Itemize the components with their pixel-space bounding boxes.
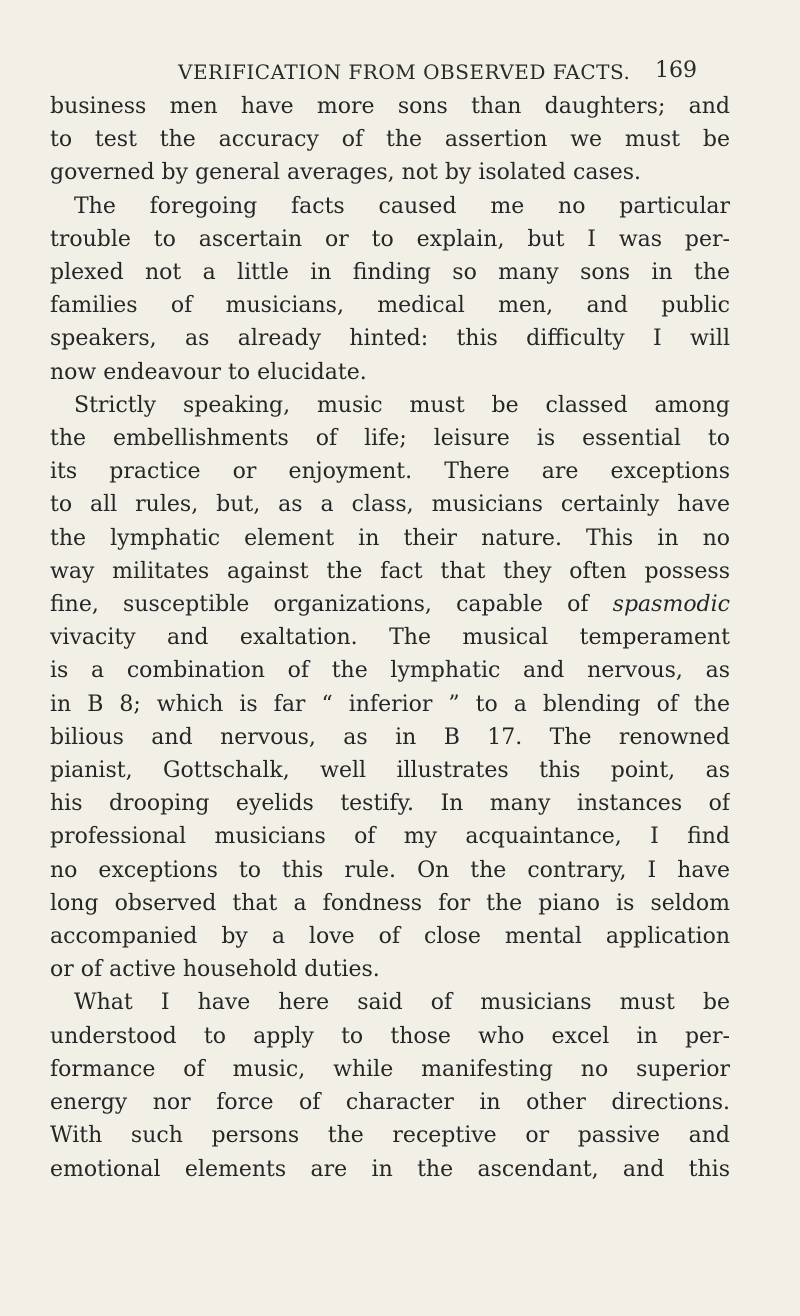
text-line: to all rules, but, as a class, musicians certainly have [50,492,730,518]
text-line: emotional elements are in the ascendant, and this [50,1156,730,1182]
paragraph-4 [50,986,730,1185]
text-line: its practice or enjoyment. There are exceptions [50,459,730,485]
text-line: formance of music, while manifesting no superior [50,1056,730,1082]
text-line: accompanied by a love of close mental application [50,924,730,950]
running-head: VERIFICATION FROM OBSERVED FACTS. [178,60,631,84]
text-line: governed by general averages, not by isolated cases. [50,160,642,186]
text-line: way militates against the fact that they often possess [50,558,730,584]
text-line: speakers, as already hinted: this difficulty I will [50,326,730,352]
text-line: the lymphatic element in their nature. This in no [50,525,730,551]
text-line: no exceptions to this rule. On the contrary, I have [50,857,730,883]
text-line: fine, susceptible organizations, capable of spasmodic [50,592,730,618]
italic-word: spasmodic [612,592,730,618]
paragraph-2 [50,190,730,389]
text-line: now endeavour to elucidate. [50,359,367,385]
text-line: in B 8; which is far “ inferior ” to a blending of the [50,691,730,717]
text-line: his drooping eyelids testify. In many instances of [50,791,730,817]
body-text [50,90,730,1186]
text-line: bilious and nervous, as in B 17. The renowned [50,724,730,750]
page-number: 169 [655,58,697,83]
text-line: trouble to ascertain or to explain, but I was per- [50,226,730,252]
text-line: energy nor force of character in other directions. [50,1090,730,1116]
text-line: or of active household duties. [50,957,380,983]
text-line: understood to apply to those who excel in per- [50,1023,730,1049]
text-line: families of musicians, medical men, and public [50,293,730,319]
text-line: the embellishments of life; leisure is essential to [50,426,730,452]
text-line: What I have here said of musicians must be [74,990,730,1016]
paragraph-1 [50,90,730,190]
text-line: Strictly speaking, music must be classed among [74,392,730,418]
text-line: pianist, Gottschalk, well illustrates this point, as [50,758,730,784]
text-line: professional musicians of my acquaintance, I find [50,824,730,850]
paragraph-3 [50,389,730,987]
text-line: to test the accuracy of the assertion we must be [50,127,730,153]
text-line: is a combination of the lymphatic and nervous, as [50,658,730,684]
text-line: vivacity and exaltation. The musical temperament [50,625,730,651]
text-line: The foregoing facts caused me no particular [74,193,730,219]
text-line: plexed not a little in finding so many sons in the [50,260,730,286]
text-line: long observed that a fondness for the piano is seldom [50,890,730,916]
text-line: business men have more sons than daughters; and [50,94,730,119]
text-line: With such persons the receptive or passive and [50,1123,730,1149]
